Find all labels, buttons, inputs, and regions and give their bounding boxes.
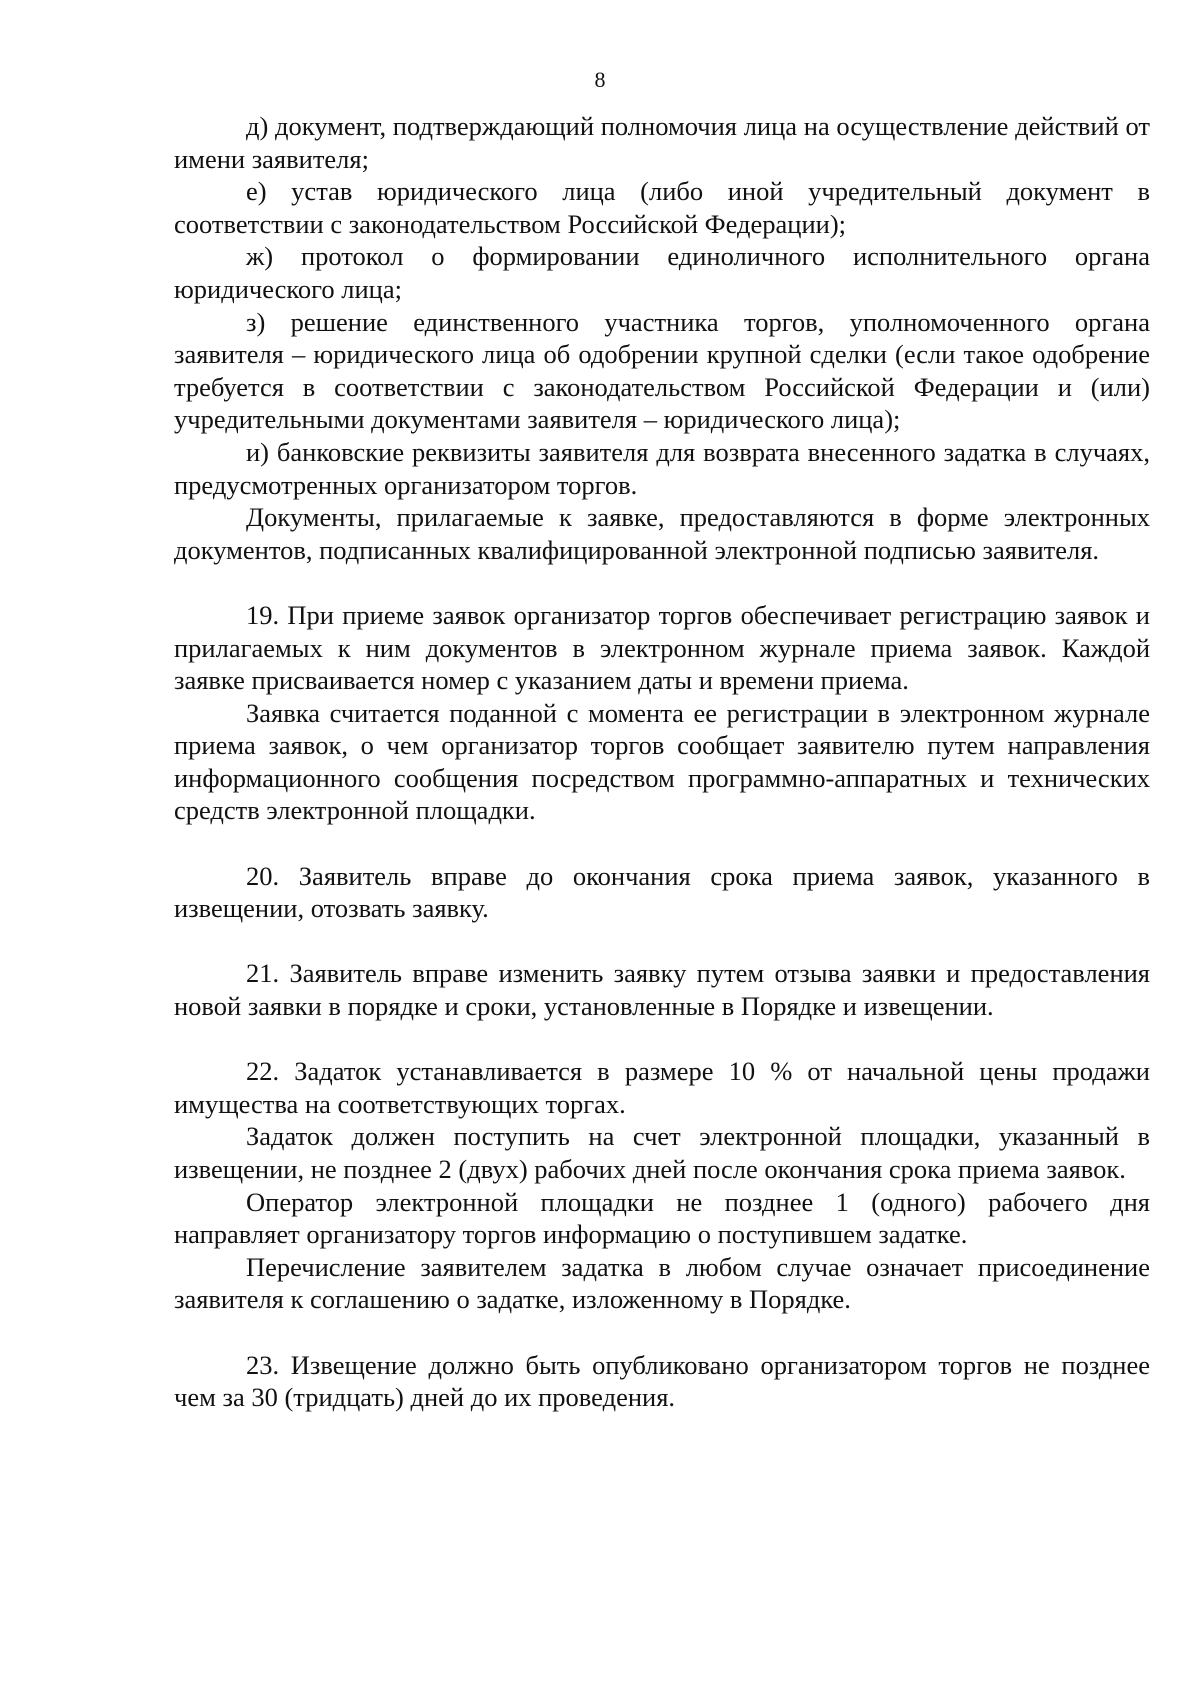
section-gap [174, 1316, 1150, 1349]
section-gap [174, 1023, 1150, 1056]
page-number: 8 [594, 67, 606, 92]
paragraph-clause-22: 22. Задаток устанавливается в размере 10 % от начальной цены продажи имущества на соответствующих торгах. [174, 1056, 1150, 1119]
section-gap [174, 925, 1150, 958]
paragraph-item-zh: ж) протокол о формировании единоличного исполнительного органа юридического лица; [174, 241, 1150, 304]
paragraph-clause-19-registration: Заявка считается поданной с момента ее регистрации в электронном журнале приема заявок, о чем организатор торгов сообщает заявителю путем направления информационного сообщения посредством программно-аппаратных и технических средств электронной площадки. [174, 697, 1150, 826]
paragraph-item-i: и) банковские реквизиты заявителя для возврата внесенного задатка в случаях, предусмотренных организатором торгов. [174, 436, 1150, 500]
paragraph-documents-form: Документы, прилагаемые к заявке, предоставляются в форме электронных документов, подписанных квалифицированной электронной подписью заявителя. [174, 502, 1150, 565]
section-gap [174, 566, 1150, 599]
paragraph-item-d: д) документ, подтверждающий полномочия лица на осуществление действий от имени заявителя; [174, 111, 1150, 174]
paragraph-item-e: е) устав юридического лица (либо иной учредительный документ в соответствии с законодательством Российской Федерации); [174, 176, 1150, 239]
paragraph-item-z: з) решение единственного участника торгов, уполномоченного органа заявителя – юридического лица об одобрении крупной сделки (если такое одобрение требуется в соответствии с законодательством Российской Федерации и (или) учредительными документами заявителя – юридического лица); [174, 306, 1150, 435]
paragraph-clause-22-agreement: Перечисление заявителем задатка в любом случае означает присоединение заявителя к соглашению о задатке, изложенному в Порядке. [174, 1251, 1150, 1315]
paragraph-clause-19: 19. При приеме заявок организатор торгов обеспечивает регистрацию заявок и прилагаемых к ним документов в электронном журнале приема заявок. Каждой заявке присваивается номер с указанием даты и времени приема. [174, 599, 1150, 696]
section-gap [174, 827, 1150, 860]
paragraph-clause-22-operator-notice: Оператор электронной площадки не позднее 1 (одного) рабочего дня направляет организатору торгов информацию о поступившем задатке. [174, 1186, 1150, 1250]
paragraph-clause-21: 21. Заявитель вправе изменить заявку путем отзыва заявки и предоставления новой заявки в порядке и сроки, установленные в Порядке и извещении. [174, 958, 1150, 1022]
paragraph-clause-22-deposit-deadline: Задаток должен поступить на счет электронной площадки, указанный в извещении, не позднее 2 (двух) рабочих дней после окончания срока приема заявок. [174, 1121, 1150, 1184]
document-body [174, 110, 1150, 1414]
paragraph-clause-20: 20. Заявитель вправе до окончания срока приема заявок, указанного в извещении, отозвать заявку. [174, 860, 1150, 924]
paragraph-clause-23: 23. Извещение должно быть опубликовано организатором торгов не позднее чем за 30 (тридцать) дней до их проведения. [174, 1349, 1150, 1413]
